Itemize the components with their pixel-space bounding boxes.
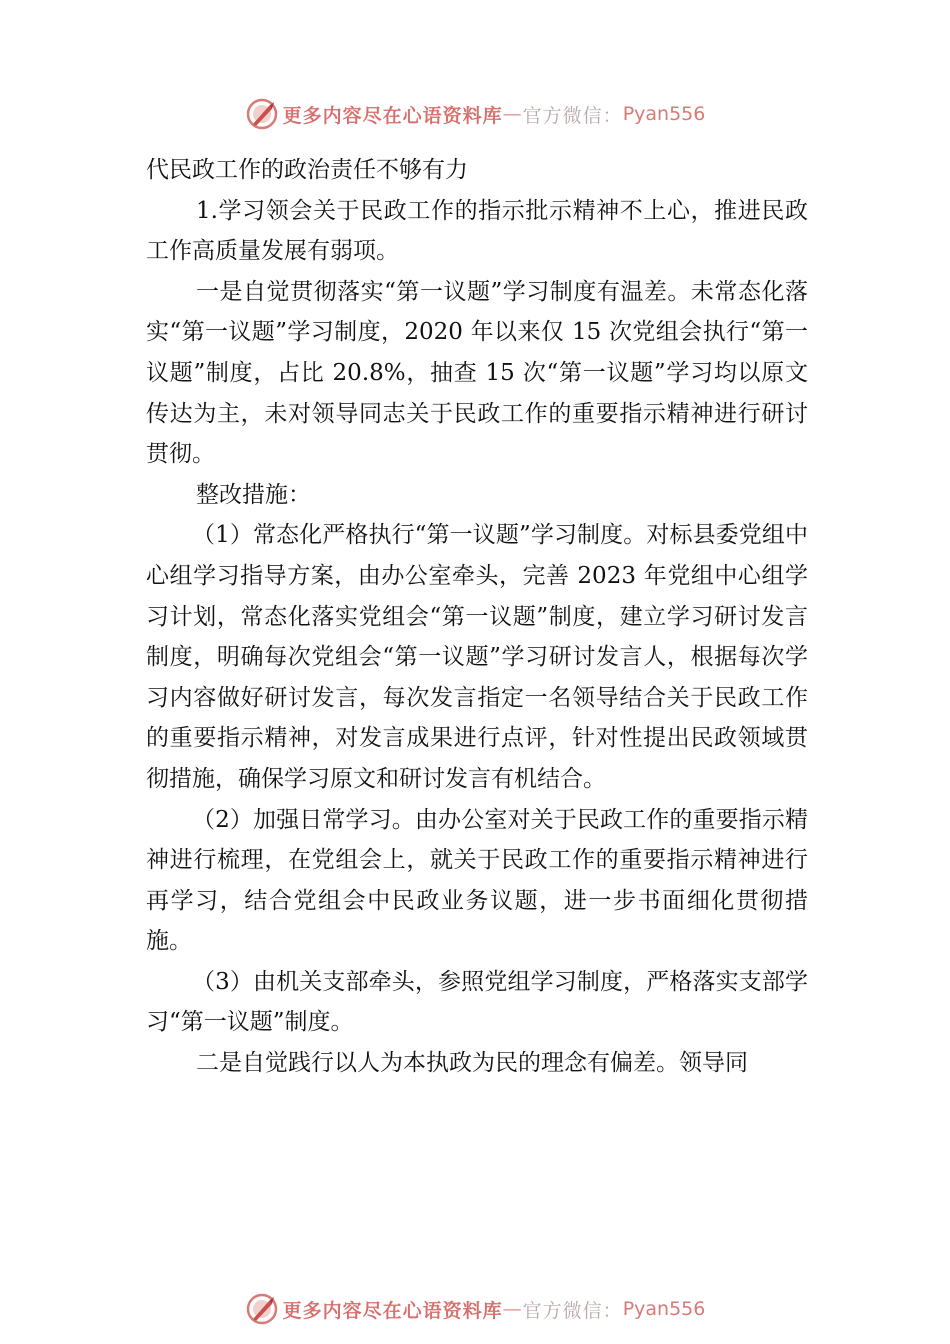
- paragraph-continued-heading: 代民政工作的政治责任不够有力: [146, 157, 468, 183]
- quill-seal-logo-icon: [245, 1292, 279, 1326]
- paragraph-issue-two: 二是自觉践行以人为本执政为民的理念有偏差。领导同: [196, 1050, 748, 1077]
- paragraph-measure-2: （2）加强日常学习。由办公室对关于民政工作的重要指示精神进行梳理，在党组会上，就关于民政工作的重要指示精神进行再学习，结合党组会中民政业务议题，进一步书面细化贯彻措施。: [146, 806, 808, 955]
- footer-brand-text: 更多内容尽在心语资料库: [282, 1299, 503, 1322]
- footer-watermark: [0, 1289, 950, 1329]
- document-body: [146, 150, 808, 1084]
- footer-wechat-id: Pyan556: [622, 1298, 706, 1320]
- paragraph-measures-label: 整改措施：: [196, 481, 311, 508]
- header-separator: —: [502, 103, 523, 125]
- paragraph-section-heading: 1.学习领会关于民政工作的指示批示精神不上心，推进民政工作高质量发展有弱项。: [146, 197, 808, 265]
- quill-seal-logo-icon: [245, 97, 279, 131]
- paragraph-measure-3: （3）由机关支部牵头，参照党组学习制度，严格落实支部学习“第一议题”制度。: [146, 968, 808, 1036]
- header-wechat-label: 官方微信：: [522, 104, 623, 127]
- header-brand-text: 更多内容尽在心语资料库: [282, 104, 503, 127]
- header-wechat-id: Pyan556: [622, 103, 706, 125]
- footer-separator: —: [502, 1298, 523, 1320]
- paragraph-measure-1: （1）常态化严格执行“第一议题”学习制度。对标县委党组中心组学习指导方案，由办公室牵头，完善 2023 年党组中心组学习计划，常态化落实党组会“第一议题”制度，建立学习研讨发言制度，明确每次党组会“第一议题”学习研讨发言人，根据每次学习内容做好研讨发言，每次发言指定一名领导结合关于民政工作的重要指示精神，对发言成果进行点评，针对性提出民政领域贯彻措施，确保学习原文和研讨发言有机结合。: [146, 522, 808, 792]
- header-watermark: [0, 94, 950, 134]
- paragraph-issue-one: 一是自觉贯彻落实“第一议题”学习制度有温差。未常态化落实“第一议题”学习制度，2020 年以来仅 15 次党组会执行“第一议题”制度，占比 20.8%，抽查 15 次“第一议题”学习均以原文传达为主，未对领导同志关于民政工作的重要指示精神进行研讨贯彻。: [146, 278, 808, 468]
- footer-wechat-label: 官方微信：: [522, 1299, 623, 1322]
